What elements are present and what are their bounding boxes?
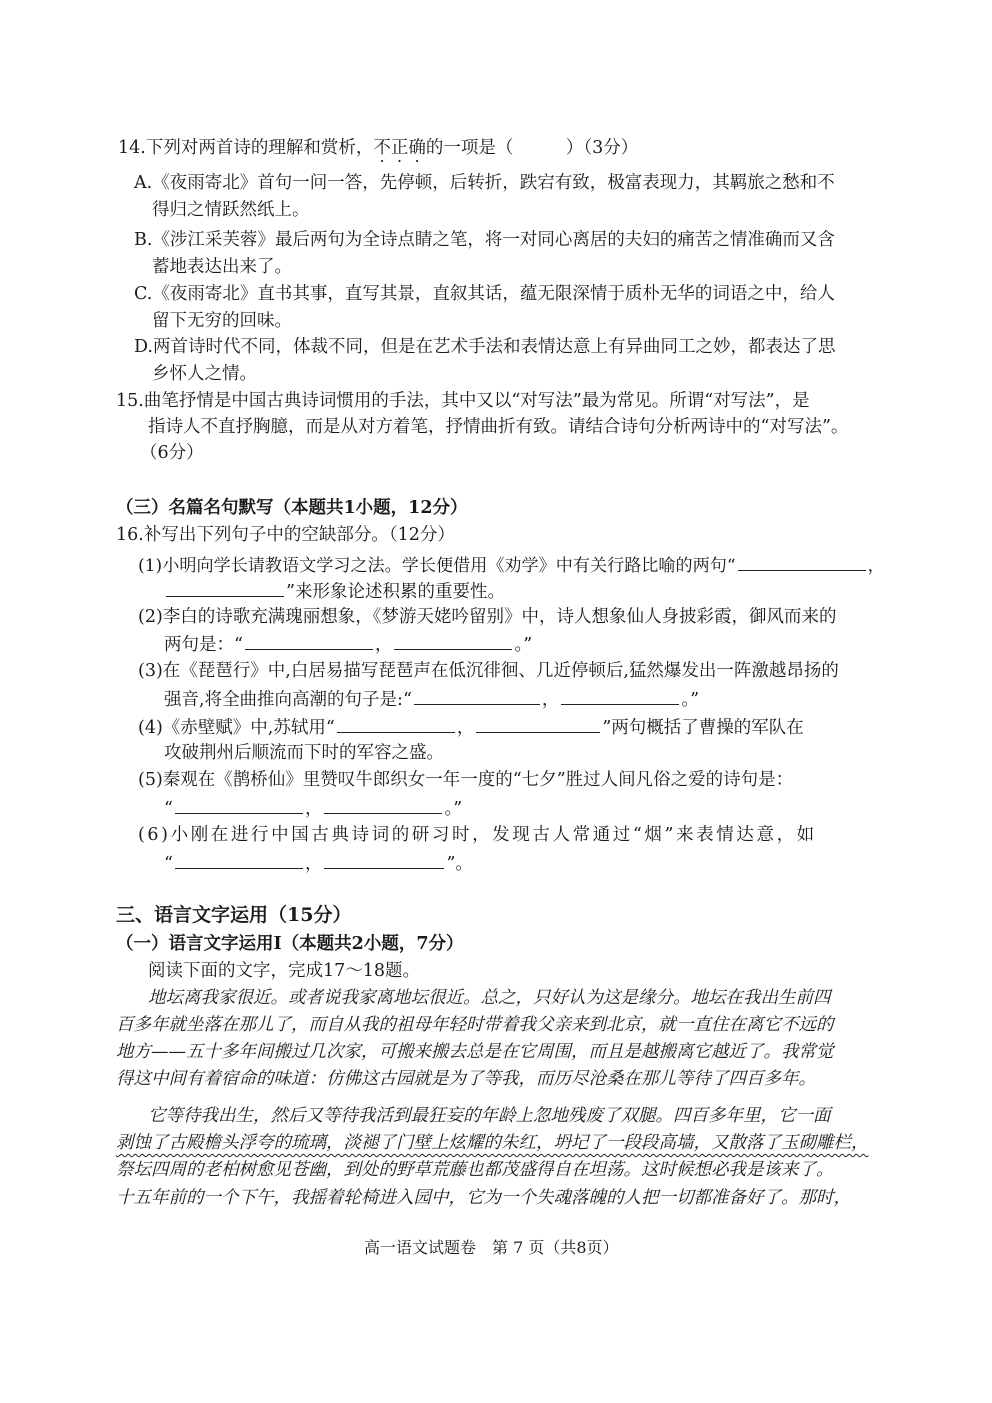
passage-line: 地坛离我家很近。或者说我家离地坛很近。总之，只好认为这是缘分。地坛在我出生前四: [148, 988, 831, 1008]
option-d-line2: 乡怀人之情。: [152, 364, 257, 384]
option-b-line1: B.《涉江采芙蓉》最后两句为全诗点睛之笔，将一对同心离居的夫妇的痛苦之情准确而又含: [134, 230, 835, 250]
passage-line: 百多年就坐落在那儿了，而自从我的祖母年轻时带着我父亲来到北京，就一直住在离它不远的: [116, 1015, 834, 1035]
item-3-line1: (3)在《琵琶行》中,白居易描写琵琶声在低沉徘徊、几近停顿后,猛然爆发出一阵激越昂扬的: [138, 661, 839, 681]
emphasis-char: 正: [390, 138, 409, 158]
question-15-points: （6分）: [140, 443, 204, 463]
fill-blank[interactable]: [476, 714, 600, 733]
fill-blank[interactable]: [166, 578, 284, 597]
fill-blank[interactable]: [738, 552, 866, 571]
passage-line: 祭坛四周的老柏树愈见苍幽，到处的野草荒藤也都茂盛得自在坦荡。这时候想必我是该来了。: [116, 1160, 834, 1180]
item-6-line2: “ ， ”。: [164, 850, 473, 876]
item-2-line1: (2)李白的诗歌充满瑰丽想象，《梦游天姥吟留别》中，诗人想象仙人身披彩霞，御风而来的: [138, 607, 837, 627]
question-14-stem: 14.下列对两首诗的理解和赏析，不正确的一项是（ ）（3分）: [118, 138, 639, 158]
item-5-line2: “ ， 。”: [164, 795, 462, 821]
part-3-subtitle: （一）语言文字运用Ⅰ（本题共2小题，7分）: [116, 934, 464, 954]
passage-line-underlined: 剥蚀了古殿檐头浮夸的琉璃，淡褪了门壁上炫耀的朱红，坍圮了一段段高墙，又散落了玉砌雕栏，: [116, 1133, 869, 1153]
section-title-recitation: （三）名篇名句默写（本题共1小题，12分）: [116, 498, 468, 518]
option-c-line1: C.《夜雨寄北》直书其事，直写其景，直叙其话，蕴无限深情于质朴无华的词语之中，给人: [134, 284, 835, 304]
option-c-line2: 留下无穷的回味。: [152, 311, 292, 331]
passage-line: 它等待我出生，然后又等待我活到最狂妄的年龄上忽地残废了双腿。四百多年里，它一面: [148, 1106, 831, 1126]
item-5-line1: (5)秦观在《鹊桥仙》里赞叹牛郎织女一年一度的“七夕”胜过人间凡俗之爱的诗句是：: [138, 770, 794, 790]
reading-instruction: 阅读下面的文字，完成17～18题。: [148, 961, 421, 981]
option-b-line2: 蓄地表达出来了。: [152, 257, 292, 277]
fill-blank[interactable]: [245, 631, 373, 650]
fill-blank[interactable]: [394, 631, 512, 650]
item-2-line2: 两句是：“ ， 。”: [164, 631, 532, 657]
question-16-stem: 16.补写出下列句子中的空缺部分。（12分）: [116, 525, 455, 545]
fill-blank[interactable]: [337, 714, 455, 733]
passage-line: 得这中间有着宿命的味道：仿佛这古园就是为了等我，而历尽沧桑在那儿等待了四百多年。: [116, 1069, 816, 1089]
item-3-line2: 强音,将全曲推向高潮的句子是:“ ， 。”: [164, 686, 699, 712]
passage-line: 地方——五十多年间搬过几次家，可搬来搬去总是在它周围，而且是越搬离它越近了。我常觉: [116, 1042, 834, 1062]
option-a-line1: A.《夜雨寄北》首句一问一答，先停顿，后转折，跌宕有致，极富表现力，其羁旅之愁和不: [134, 173, 835, 193]
option-a-line2: 得归之情跃然纸上。: [152, 200, 310, 220]
question-15-line2: 指诗人不直抒胸臆，而是从对方着笔，抒情曲折有致。请结合诗句分析两诗中的“对写法”。: [148, 417, 849, 437]
option-d-line1: D.两首诗时代不同，体裁不同，但是在艺术手法和表情达意上有异曲同工之妙，都表达了思: [134, 337, 836, 357]
fill-blank[interactable]: [324, 795, 442, 814]
item-1-line2: ”来形象论述积累的重要性。: [164, 578, 505, 604]
item-6-line1: (6)小刚在进行中国古典诗词的研习时，发现古人常通过“烟”来表情达意，如: [138, 825, 817, 845]
fill-blank[interactable]: [175, 795, 303, 814]
emphasis-char: 确: [408, 138, 426, 158]
part-3-title: 三、语言文字运用（15分）: [116, 904, 352, 926]
passage-line: 十五年前的一个下午，我摇着轮椅进入园中，它为一个失魂落魄的人把一切都准备好了。那时，: [116, 1188, 851, 1208]
fill-blank[interactable]: [414, 686, 540, 705]
page-footer: 高一语文试题卷 第 7 页（共8页）: [364, 1238, 619, 1257]
fill-blank[interactable]: [324, 850, 444, 869]
question-15-line1: 15.曲笔抒情是中国古典诗词惯用的手法，其中又以“对写法”最为常见。所谓“对写法”，是: [116, 391, 810, 411]
emphasis-char: 不: [373, 138, 391, 158]
fill-blank[interactable]: [175, 850, 303, 869]
item-1-line1: (1)小明向学长请教语文学习之法。学长便借用《劝学》中有关行路比喻的两句“ ，: [138, 552, 885, 578]
fill-blank[interactable]: [561, 686, 679, 705]
item-4-line2: 攻破荆州后顺流而下时的军容之盛。: [164, 743, 444, 763]
item-4-line1: (4)《赤壁赋》中,苏轼用“ ， ”两句概括了曹操的军队在: [138, 714, 804, 740]
